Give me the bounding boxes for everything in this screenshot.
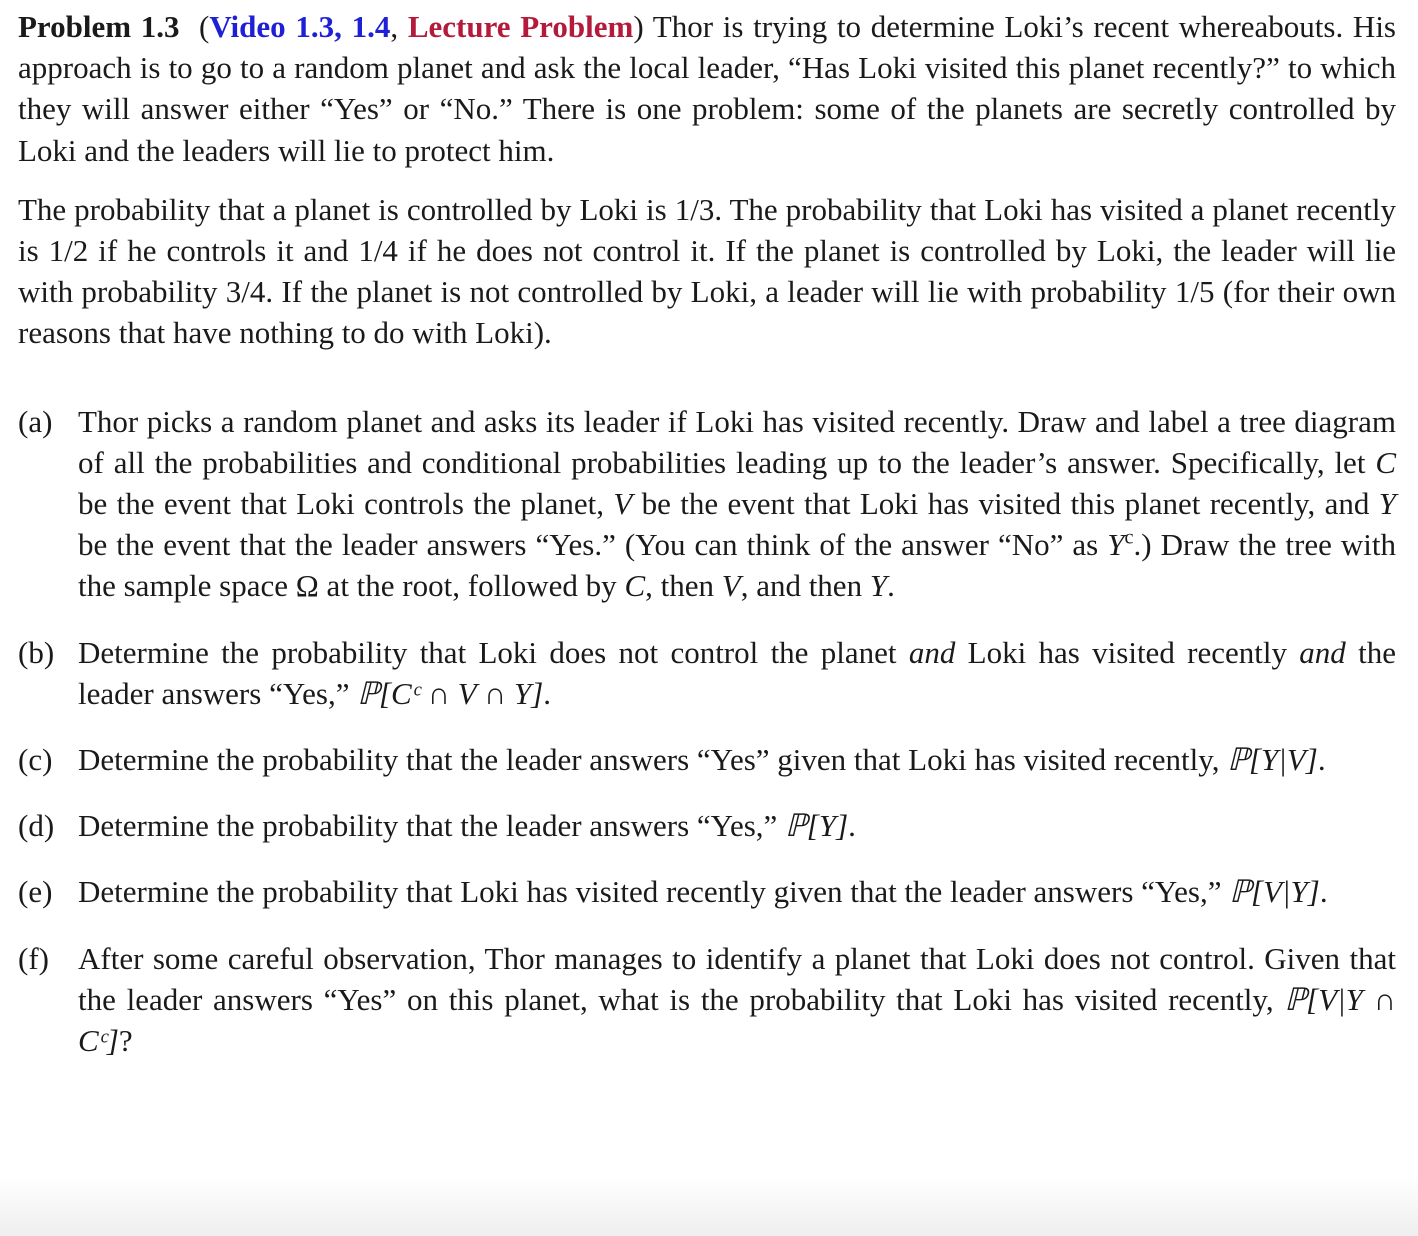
part-label: (a) [18,403,53,439]
problem-document [18,6,1396,1086]
part-f-text: ? [118,1023,133,1059]
part-c-text: Determine the probability that the leader answers “Yes” given that Loki has visited recently, [78,742,1228,778]
part-label: (d) [18,808,55,844]
part-a-text: , then [645,568,722,604]
video-reference-link[interactable]: Video 1.3, 1.4 [209,9,391,44]
problem-intro-text: Thor is trying to determine Loki’s recent whereabouts. His approach is to go to a random planet and ask the local leader, “Has Loki visited this planet recently?” to which they will answer either “Yes” or “No.” There is one problem: some of the planets are secretly controlled by Loki and the leaders will lie to protect him. [18,9,1396,168]
part-a-text: . [887,568,895,604]
part-b-text: the leader answers “Yes,” [78,634,1396,711]
math-V: V [613,486,633,522]
math-C: C [624,568,646,604]
part-label: (c) [18,742,53,778]
part-e-text: . [1319,874,1328,910]
bottom-fade-overlay [0,1176,1418,1236]
part-label: (b) [18,634,55,670]
part-c-text: . [1317,742,1326,778]
part-a-text: be the event that Loki controls the planet, [78,486,614,522]
part-d-text: . [848,808,856,844]
problem-statement [18,6,1396,171]
part-a-text: , and then [740,568,870,604]
probability-paragraph: The probability that a planet is controlled by Loki is 1/3. The probability that Loki has visited a planet recently is 1/2 if he controls it and 1/4 if he does not control it. If the planet is controlled by Loki, the leader will lie with probability 3/4. If the planet is not controlled by Loki, a leader will lie with probability 1/5 (for their own reasons that have nothing to do with Loki). [18,191,1396,351]
probability-expression: ℙ[V|Y ∩ Cᶜ] [78,981,1397,1059]
open-paren: ( [198,9,210,44]
part-e [18,871,1396,912]
math-Y-complement: Y [1107,527,1125,563]
close-paren: ) [633,9,644,44]
part-b-text: Loki has visited recently [955,634,1300,670]
probability-expression: ℙ[V|Y] [1229,874,1320,910]
problem-title: Problem 1.3 [18,9,180,44]
parts-list [18,401,1396,1062]
part-a-text: be the event that the leader answers “Yes.” (You can think of the answer “No” as [78,527,1108,563]
probability-expression: ℙ[Cᶜ ∩ V ∩ Y] [357,675,544,711]
math-Y: Y [869,568,888,604]
part-f-text: After some careful observation, Thor manages to identify a planet that Loki does not control. Given that the leader answers “Yes” on this planet, what is the probability that Loki has visited recently, [78,940,1396,1017]
part-a [18,401,1396,607]
part-a-text: .) Draw the tree with the sample space Ω at the root, followed by [78,527,1396,604]
part-b-text: . [543,675,552,711]
part-label: (f) [18,940,49,976]
part-d-text: Determine the probability that the leader answers “Yes,” [78,808,786,844]
complement-superscript: c [1124,526,1134,549]
probability-expression: ℙ[Y|V] [1227,742,1318,778]
lecture-problem-link[interactable]: Lecture Problem [407,9,634,44]
part-a-text: Thor picks a random planet and asks its leader if Loki has visited recently. Draw and label a tree diagram of all the probabilities and conditional probabilities leading up to the leader’s answer. Specifically, let [78,403,1396,480]
math-Y: Y [1378,486,1396,522]
part-c [18,739,1396,780]
part-b [18,632,1396,714]
emphasis-and: and [908,634,956,670]
part-e-text: Determine the probability that Loki has visited recently given that the leader answers “Yes,” [78,874,1230,910]
part-a-text: be the event that Loki has visited this planet recently, and [632,486,1379,522]
probability-expression: ℙ[Y] [785,808,849,844]
emphasis-and: and [1299,634,1346,670]
ref-separator: , [390,9,408,44]
math-V: V [721,568,741,604]
part-d [18,805,1396,846]
part-f [18,938,1396,1062]
part-b-text: Determine the probability that Loki does not control the planet [78,634,909,670]
part-label: (e) [18,874,53,910]
math-C: C [1375,444,1396,480]
